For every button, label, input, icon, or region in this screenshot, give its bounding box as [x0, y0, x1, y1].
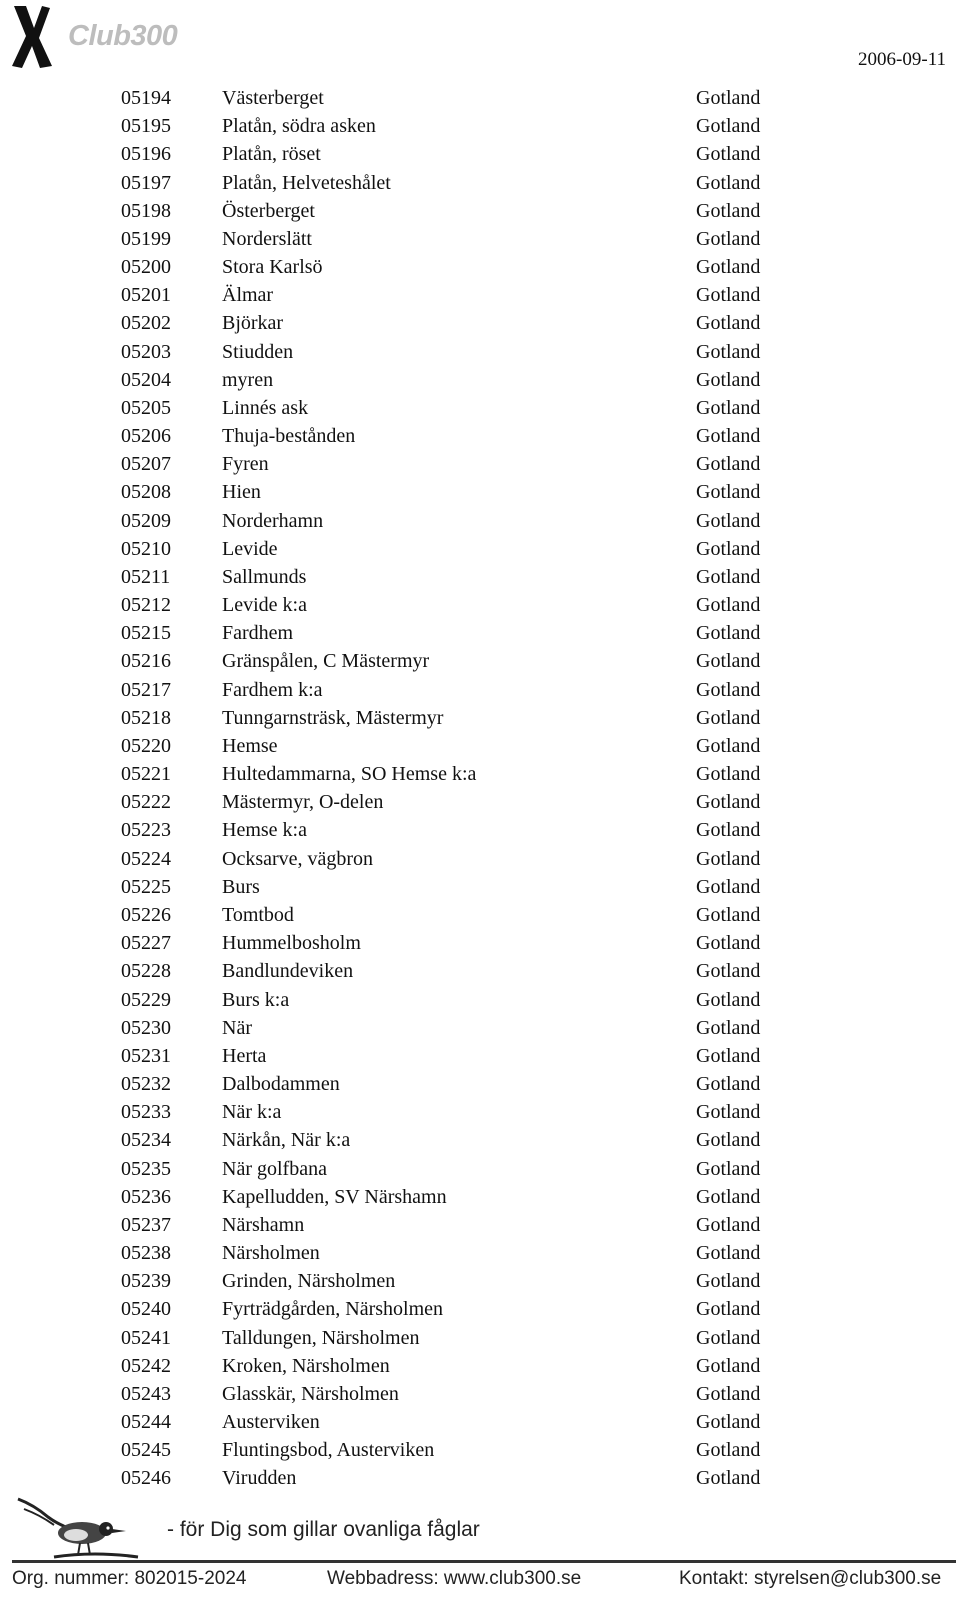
list-item: [0, 788, 960, 816]
site-code: 05217: [121, 678, 171, 701]
site-code: 05234: [121, 1129, 171, 1152]
club300-logo: [6, 4, 216, 70]
list-item: [0, 1408, 960, 1436]
site-region: Gotland: [696, 537, 761, 560]
site-name: Tunngarnsträsk, Mästermyr: [222, 706, 444, 729]
site-code: 05225: [121, 875, 171, 898]
site-code: 05220: [121, 734, 171, 757]
site-region: Gotland: [696, 988, 761, 1011]
list-item: [0, 647, 960, 675]
site-name: Fardhem k:a: [222, 678, 323, 701]
site-code: 05199: [121, 227, 171, 250]
site-code: 05228: [121, 960, 171, 983]
site-name: Burs: [222, 875, 260, 898]
site-code: 05212: [121, 594, 171, 617]
site-name: Dalbodammen: [222, 1073, 340, 1096]
list-item: [0, 197, 960, 225]
list-item: [0, 140, 960, 168]
list-item: [0, 929, 960, 957]
site-name: Hien: [222, 481, 261, 504]
list-item: [0, 169, 960, 197]
list-item: [0, 732, 960, 760]
site-region: Gotland: [696, 1129, 761, 1152]
site-name: När: [222, 1016, 252, 1039]
site-code: 05231: [121, 1044, 171, 1067]
footer-org-number: Org. nummer: 802015-2024: [12, 1568, 247, 1589]
list-item: [0, 1098, 960, 1126]
site-name: När golfbana: [222, 1157, 327, 1180]
list-item: [0, 591, 960, 619]
site-name: Herta: [222, 1044, 267, 1067]
site-code: 05216: [121, 650, 171, 673]
bird-icon: [14, 1495, 144, 1561]
site-region: Gotland: [696, 340, 761, 363]
site-name: Stora Karlsö: [222, 256, 323, 279]
site-code: 05235: [121, 1157, 171, 1180]
site-region: Gotland: [696, 1326, 761, 1349]
site-region: Gotland: [696, 763, 761, 786]
site-name: myren: [222, 368, 274, 391]
logo-wordmark: Club300: [68, 20, 178, 52]
site-region: Gotland: [696, 1439, 761, 1462]
site-code: 05211: [121, 565, 171, 588]
site-region: Gotland: [696, 678, 761, 701]
site-region: Gotland: [696, 1073, 761, 1096]
list-item: [0, 507, 960, 535]
list-item: [0, 1155, 960, 1183]
site-region: Gotland: [696, 932, 761, 955]
site-region: Gotland: [696, 1411, 761, 1434]
site-name: Hemse: [222, 734, 278, 757]
site-region: Gotland: [696, 368, 761, 391]
list-item: [0, 450, 960, 478]
site-code: 05205: [121, 396, 171, 419]
site-code: 05195: [121, 115, 171, 138]
site-name: Fyrträdgården, Närsholmen: [222, 1298, 444, 1321]
x-logo-icon: [6, 4, 66, 70]
site-code: 05204: [121, 368, 171, 391]
site-region: Gotland: [696, 960, 761, 983]
footer-contact[interactable]: Kontakt: styrelsen@club300.se: [679, 1568, 942, 1589]
list-item: [0, 1014, 960, 1042]
site-name: Hultedammarna, SO Hemse k:a: [222, 763, 477, 786]
site-list: [0, 84, 960, 1493]
site-region: Gotland: [696, 1016, 761, 1039]
site-code: 05209: [121, 509, 171, 532]
site-code: 05224: [121, 847, 171, 870]
list-item: [0, 1380, 960, 1408]
site-code: 05198: [121, 199, 171, 222]
list-item: [0, 760, 960, 788]
site-name: Mästermyr, O-delen: [222, 791, 384, 814]
site-code: 05200: [121, 256, 171, 279]
list-item: [0, 816, 960, 844]
site-code: 05226: [121, 903, 171, 926]
list-item: [0, 1183, 960, 1211]
list-item: [0, 338, 960, 366]
site-region: Gotland: [696, 1382, 761, 1405]
site-code: 05208: [121, 481, 171, 504]
list-item: [0, 422, 960, 450]
list-item: [0, 1352, 960, 1380]
site-region: Gotland: [696, 1213, 761, 1236]
site-code: 05207: [121, 453, 171, 476]
site-region: Gotland: [696, 819, 761, 842]
list-item: [0, 394, 960, 422]
list-item: [0, 901, 960, 929]
site-name: Burs k:a: [222, 988, 290, 1011]
site-code: 05237: [121, 1213, 171, 1236]
site-name: Närshamn: [222, 1213, 305, 1236]
site-name: Fluntingsbod, Austerviken: [222, 1439, 435, 1462]
site-code: 05245: [121, 1439, 171, 1462]
site-name: Fardhem: [222, 622, 294, 645]
site-code: 05194: [121, 87, 171, 109]
site-code: 05230: [121, 1016, 171, 1039]
site-region: Gotland: [696, 227, 761, 250]
site-region: Gotland: [696, 199, 761, 222]
site-region: Gotland: [696, 1270, 761, 1293]
site-code: 05232: [121, 1073, 171, 1096]
site-name: Fyren: [222, 453, 269, 476]
site-name: Hummelbosholm: [222, 932, 361, 955]
site-name: Austerviken: [222, 1411, 320, 1434]
site-code: 05243: [121, 1382, 171, 1405]
list-item: [0, 563, 960, 591]
site-region: Gotland: [696, 791, 761, 814]
site-code: 05222: [121, 791, 171, 814]
site-code: 05246: [121, 1467, 171, 1490]
footer-slogan: - för Dig som gillar ovanliga fåglar: [167, 1518, 480, 1541]
site-region: Gotland: [696, 87, 761, 109]
site-name: Gränspålen, C Mästermyr: [222, 650, 430, 673]
site-region: Gotland: [696, 171, 761, 194]
list-item: [0, 478, 960, 506]
site-code: 05197: [121, 171, 171, 194]
list-item: [0, 676, 960, 704]
site-region: Gotland: [696, 1044, 761, 1067]
list-item: [0, 704, 960, 732]
list-item: [0, 1126, 960, 1154]
list-item: [0, 84, 960, 112]
site-code: 05244: [121, 1411, 171, 1434]
site-region: Gotland: [696, 650, 761, 673]
list-item: [0, 1295, 960, 1323]
site-code: 05233: [121, 1101, 171, 1124]
site-region: Gotland: [696, 1242, 761, 1265]
site-name: Platån, Helveteshålet: [222, 171, 391, 194]
site-code: 05210: [121, 537, 171, 560]
site-name: Älmar: [222, 284, 274, 307]
site-region: Gotland: [696, 1298, 761, 1321]
list-item: [0, 1464, 960, 1492]
site-name: Platån, södra asken: [222, 115, 376, 138]
site-name: Platån, röset: [222, 143, 321, 166]
site-region: Gotland: [696, 622, 761, 645]
site-region: Gotland: [696, 734, 761, 757]
site-code: 05229: [121, 988, 171, 1011]
site-code: 05206: [121, 425, 171, 448]
site-code: 05238: [121, 1242, 171, 1265]
site-region: Gotland: [696, 875, 761, 898]
site-code: 05203: [121, 340, 171, 363]
site-code: 05202: [121, 312, 171, 335]
site-region: Gotland: [696, 481, 761, 504]
site-name: Levide: [222, 537, 278, 560]
site-name: När k:a: [222, 1101, 282, 1124]
site-name: Norderhamn: [222, 509, 324, 532]
site-region: Gotland: [696, 396, 761, 419]
list-item: [0, 225, 960, 253]
list-item: [0, 309, 960, 337]
list-item: [0, 535, 960, 563]
site-name: Norderslätt: [222, 227, 312, 250]
site-code: 05236: [121, 1185, 171, 1208]
list-item: [0, 873, 960, 901]
list-item: [0, 253, 960, 281]
list-item: [0, 1211, 960, 1239]
footer-divider: [12, 1560, 956, 1563]
site-code: 05218: [121, 706, 171, 729]
site-code: 05241: [121, 1326, 171, 1349]
site-name: Sallmunds: [222, 565, 307, 588]
list-item: [0, 281, 960, 309]
list-item: [0, 1239, 960, 1267]
site-region: Gotland: [696, 453, 761, 476]
site-region: Gotland: [696, 1354, 761, 1377]
site-name: Tomtbod: [222, 903, 294, 926]
site-name: Grinden, Närsholmen: [222, 1270, 396, 1293]
site-region: Gotland: [696, 115, 761, 138]
site-name: Hemse k:a: [222, 819, 307, 842]
site-code: 05239: [121, 1270, 171, 1293]
site-region: Gotland: [696, 1185, 761, 1208]
site-name: Bandlundeviken: [222, 960, 354, 983]
site-region: Gotland: [696, 284, 761, 307]
list-item: [0, 1436, 960, 1464]
site-region: Gotland: [696, 256, 761, 279]
site-region: Gotland: [696, 847, 761, 870]
site-region: Gotland: [696, 706, 761, 729]
site-name: Stiudden: [222, 340, 294, 363]
site-region: Gotland: [696, 425, 761, 448]
document-date: 2006-09-11: [858, 49, 946, 70]
site-name: Kroken, Närsholmen: [222, 1354, 390, 1377]
site-name: Västerberget: [222, 87, 324, 109]
list-item: [0, 1267, 960, 1295]
site-code: 05215: [121, 622, 171, 645]
site-name: Virudden: [222, 1467, 297, 1490]
site-region: Gotland: [696, 143, 761, 166]
list-item: [0, 957, 960, 985]
site-region: Gotland: [696, 903, 761, 926]
site-code: 05242: [121, 1354, 171, 1377]
site-name: Björkar: [222, 312, 284, 335]
site-region: Gotland: [696, 312, 761, 335]
site-region: Gotland: [696, 509, 761, 532]
site-code: 05223: [121, 819, 171, 842]
site-region: Gotland: [696, 1101, 761, 1124]
list-item: [0, 845, 960, 873]
site-region: Gotland: [696, 1467, 761, 1490]
site-name: Närsholmen: [222, 1242, 320, 1265]
list-item: [0, 366, 960, 394]
list-item: [0, 619, 960, 647]
site-code: 05221: [121, 763, 171, 786]
site-code: 05240: [121, 1298, 171, 1321]
site-name: Österberget: [222, 199, 315, 222]
site-name: Glasskär, Närsholmen: [222, 1382, 399, 1405]
list-item: [0, 986, 960, 1014]
list-item: [0, 1042, 960, 1070]
list-item: [0, 112, 960, 140]
site-region: Gotland: [696, 565, 761, 588]
site-code: 05196: [121, 143, 171, 166]
footer-web-address[interactable]: Webbadress: www.club300.se: [327, 1568, 582, 1589]
site-name: Närkån, När k:a: [222, 1129, 351, 1152]
site-name: Ocksarve, vägbron: [222, 847, 374, 870]
site-code: 05201: [121, 284, 171, 307]
site-code: 05227: [121, 932, 171, 955]
site-name: Thuja-bestånden: [222, 425, 356, 448]
site-name: Levide k:a: [222, 594, 307, 617]
site-name: Kapelludden, SV Närshamn: [222, 1185, 447, 1208]
site-name: Talldungen, Närsholmen: [222, 1326, 420, 1349]
site-name: Linnés ask: [222, 396, 309, 419]
list-item: [0, 1070, 960, 1098]
site-region: Gotland: [696, 1157, 761, 1180]
list-item: [0, 1324, 960, 1352]
site-region: Gotland: [696, 594, 761, 617]
